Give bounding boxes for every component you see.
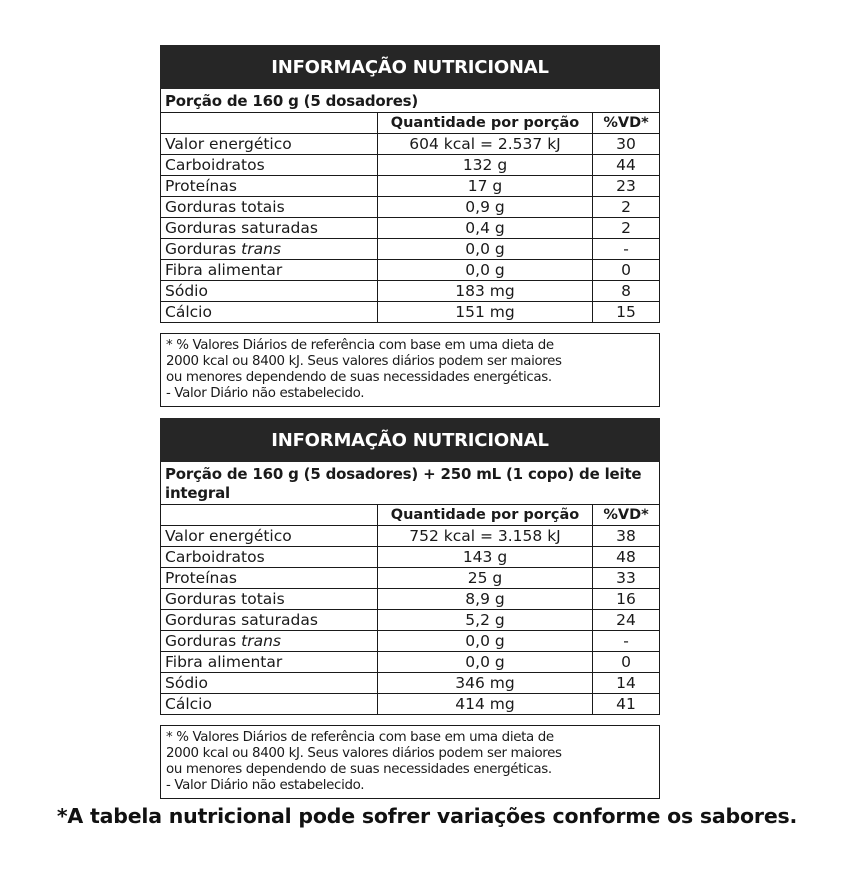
nutrient-quantity: 346 mg — [378, 673, 593, 694]
nutrient-vd: 41 — [616, 695, 636, 713]
nutrient-name-text: Carboidratos — [165, 156, 265, 174]
nutrient-vd: 15 — [616, 303, 636, 321]
nutrient-quantity: 151 mg — [378, 302, 593, 323]
nutrient-name-italic: trans — [241, 632, 281, 650]
nutrient-vd: 2 — [593, 197, 660, 218]
nutrient-vd: 48 — [593, 547, 660, 568]
header-nutrient — [161, 113, 378, 134]
header-quantity: Quantidade por porção — [378, 505, 593, 526]
nutrient-name — [161, 631, 378, 652]
table-body — [161, 526, 659, 715]
table-row — [161, 176, 659, 197]
nutrient-name-text: Gorduras — [165, 632, 237, 650]
footnote-line: * % Valores Diários de referência com base em uma dieta de — [166, 730, 554, 745]
table-header-row — [161, 505, 659, 526]
nutrient-name-text: Valor energético — [165, 135, 292, 153]
nutrient-name-text: Fibra alimentar — [165, 653, 283, 671]
nutrient-quantity: 604 kcal = 2.537 kJ — [378, 134, 593, 155]
nutrient-name-text: Sódio — [165, 674, 208, 692]
header-vd: %VD* — [593, 505, 660, 526]
header-vd: %VD* — [593, 113, 660, 134]
nutrition-grid — [160, 89, 660, 323]
footnote-line: 2000 kcal ou 8400 kJ. Seus valores diários podem ser maiores — [166, 354, 562, 369]
portion-label: Porção de 160 g (5 dosadores) + 250 mL (1 copo) de leite integral — [161, 462, 659, 505]
nutrient-name — [161, 547, 378, 568]
nutrient-name-text: Gorduras saturadas — [165, 611, 318, 629]
nutrient-vd: 44 — [593, 155, 660, 176]
footnote — [160, 725, 660, 799]
nutrient-quantity: 752 kcal = 3.158 kJ — [378, 526, 593, 547]
nutrient-quantity: 0,0 g — [378, 239, 593, 260]
table-row — [161, 281, 659, 302]
table-row — [161, 239, 659, 260]
header-nutrient — [161, 505, 378, 526]
nutrient-name — [161, 526, 378, 547]
table-row — [161, 610, 659, 631]
nutrient-name — [161, 260, 378, 281]
table-row — [161, 673, 659, 694]
nutrient-name-italic: trans — [241, 240, 281, 258]
table-row — [161, 652, 659, 673]
nutrient-name — [161, 610, 378, 631]
header-quantity: Quantidade por porção — [378, 113, 593, 134]
nutrient-name — [161, 239, 378, 260]
nutrient-name-text: Gorduras saturadas — [165, 219, 318, 237]
nutrient-name — [161, 673, 378, 694]
footnote-line: 2000 kcal ou 8400 kJ. Seus valores diários podem ser maiores — [166, 746, 562, 761]
nutrient-quantity: 183 mg — [378, 281, 593, 302]
nutrient-quantity: 0,0 g — [378, 652, 593, 673]
portion-label: Porção de 160 g (5 dosadores) — [161, 89, 659, 113]
nutrient-name — [161, 218, 378, 239]
table-row — [161, 155, 659, 176]
nutrient-name — [161, 155, 378, 176]
nutrient-name-text: Gorduras totais — [165, 198, 285, 216]
nutrient-name-text: Gorduras totais — [165, 590, 285, 608]
footnote-line: - Valor Diário não estabelecido. — [166, 386, 365, 401]
table-row — [161, 218, 659, 239]
table-row — [161, 197, 659, 218]
nutrient-vd: - — [593, 631, 660, 652]
nutrient-name-text: Proteínas — [165, 569, 237, 587]
nutrient-name — [161, 694, 378, 715]
nutrient-name — [161, 568, 378, 589]
nutrient-name-text: Sódio — [165, 282, 208, 300]
nutrient-quantity: 8,9 g — [378, 589, 593, 610]
nutrition-table — [161, 505, 659, 714]
nutrition-table — [161, 113, 659, 322]
nutrient-name — [161, 589, 378, 610]
nutrient-vd: - — [593, 239, 660, 260]
nutrient-vd: 0 — [593, 652, 660, 673]
nutrient-quantity: 132 g — [378, 155, 593, 176]
table-row — [161, 526, 659, 547]
nutrient-quantity: 25 g — [378, 568, 593, 589]
nutrient-name — [161, 281, 378, 302]
nutrient-quantity: 143 g — [378, 547, 593, 568]
nutrient-vd: 33 — [593, 568, 660, 589]
nutrient-name-text: Proteínas — [165, 177, 237, 195]
nutrient-vd: 2 — [593, 218, 660, 239]
nutrient-quantity: 0,9 g — [378, 197, 593, 218]
nutrient-vd: 14 — [593, 673, 660, 694]
nutrient-vd: 0 — [593, 260, 660, 281]
disclaimer-text: *A tabela nutricional pode sofrer variações conforme os sabores. — [56, 804, 798, 828]
nutrient-name-text: Fibra alimentar — [165, 261, 283, 279]
nutrient-vd: 38 — [593, 526, 660, 547]
nutrient-vd: 16 — [593, 589, 660, 610]
table-row — [161, 134, 659, 155]
nutrient-name-text: Valor energético — [165, 527, 292, 545]
panel-title: INFORMAÇÃO NUTRICIONAL — [160, 45, 660, 89]
nutrient-vd: 8 — [593, 281, 660, 302]
footnote-line: ou menores dependendo de suas necessidades energéticas. — [166, 762, 552, 777]
nutrient-vd: 24 — [593, 610, 660, 631]
nutrient-quantity: 17 g — [378, 176, 593, 197]
nutrient-vd: 30 — [593, 134, 660, 155]
nutrient-quantity: 414 mg — [378, 694, 593, 715]
nutrition-grid — [160, 462, 660, 715]
footnote — [160, 333, 660, 407]
nutrient-name — [161, 302, 378, 323]
table-row — [161, 568, 659, 589]
table-header-row — [161, 113, 659, 134]
nutrient-name — [161, 134, 378, 155]
nutrient-quantity: 0,0 g — [378, 260, 593, 281]
nutrient-name-text: Gorduras — [165, 240, 237, 258]
nutrition-panel-2 — [160, 418, 660, 799]
table-row — [161, 547, 659, 568]
footnote-line: ou menores dependendo de suas necessidades energéticas. — [166, 370, 552, 385]
table-row — [161, 260, 659, 281]
nutrient-name — [161, 197, 378, 218]
nutrient-vd: 23 — [593, 176, 660, 197]
nutrient-name — [161, 176, 378, 197]
nutrient-name — [161, 652, 378, 673]
panel-title: INFORMAÇÃO NUTRICIONAL — [160, 418, 660, 462]
footnote-line: * % Valores Diários de referência com base em uma dieta de — [166, 338, 554, 353]
nutrient-quantity: 0,0 g — [378, 631, 593, 652]
nutrient-name-text: Carboidratos — [165, 548, 265, 566]
table-row — [161, 694, 659, 715]
nutrition-panel-1 — [160, 45, 660, 407]
table-body — [161, 134, 659, 323]
table-row — [161, 589, 659, 610]
nutrient-quantity: 0,4 g — [378, 218, 593, 239]
footnote-line: - Valor Diário não estabelecido. — [166, 778, 365, 793]
nutrient-quantity: 5,2 g — [378, 610, 593, 631]
nutrient-name-text: Cálcio — [165, 303, 212, 321]
table-row — [161, 302, 659, 323]
table-row — [161, 631, 659, 652]
nutrient-name-text: Cálcio — [165, 695, 212, 713]
